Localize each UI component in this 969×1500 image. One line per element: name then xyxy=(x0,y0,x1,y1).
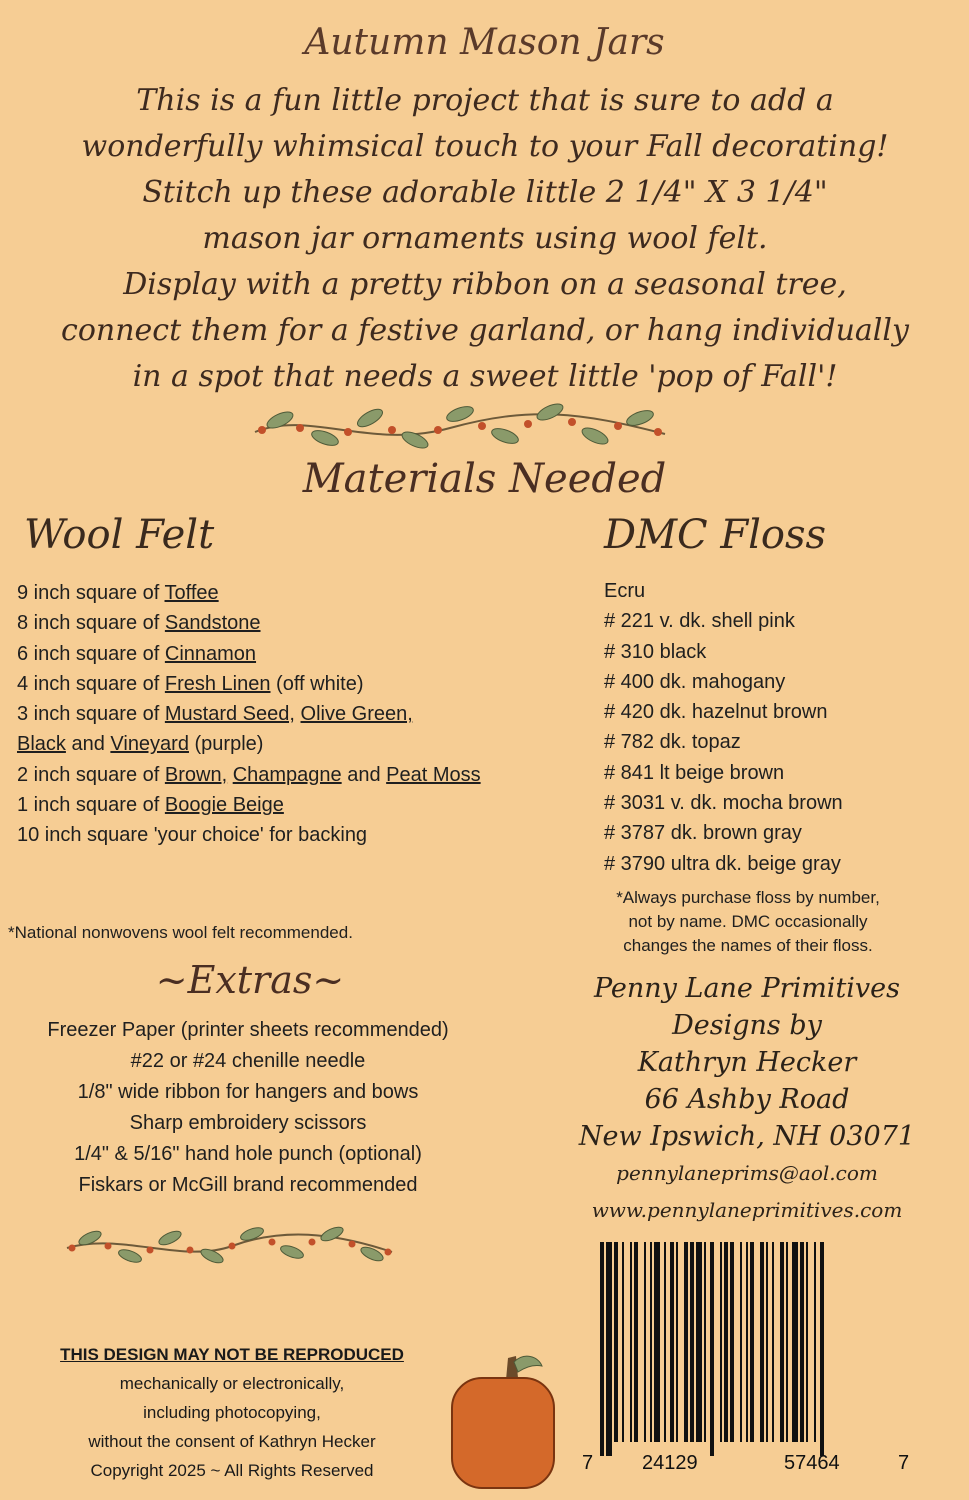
dmc-floss-heading: DMC Floss xyxy=(604,512,827,558)
list-item: 1/4" & 5/16" hand hole punch (optional) xyxy=(74,1143,422,1165)
designer-name: Kathryn Hecker xyxy=(637,1047,857,1078)
intro-line: This is a fun little project that is sure to add a xyxy=(136,83,834,118)
barcode-bar xyxy=(806,1242,808,1442)
list-item: 8 inch square of Sandstone xyxy=(17,612,261,635)
barcode-bar xyxy=(650,1242,652,1442)
floss-note-line: changes the names of their floss. xyxy=(623,936,873,955)
barcode-bar xyxy=(614,1242,618,1442)
barcode-bar xyxy=(600,1242,604,1456)
barcode-bar xyxy=(690,1242,694,1442)
list-item: # 310 black xyxy=(604,640,707,663)
barcode-bar xyxy=(644,1242,646,1442)
pumpkin-illustration xyxy=(448,1352,558,1492)
list-item: # 3790 ultra dk. beige gray xyxy=(604,852,841,875)
list-item: # 420 dk. hazelnut brown xyxy=(604,701,828,724)
page-title: Autumn Mason Jars xyxy=(304,22,665,63)
dmc-floss-list xyxy=(604,576,964,879)
berry-vine-decoration xyxy=(62,1222,397,1270)
barcode-bar xyxy=(792,1242,798,1442)
barcode-group1: 24129 xyxy=(642,1452,698,1474)
list-item: 9 inch square of Toffee xyxy=(17,582,219,604)
intro-line: Display with a pretty ribbon on a seasonal tree, xyxy=(123,267,847,302)
intro-line: in a spot that needs a sweet little 'pop of Fall'! xyxy=(132,359,838,394)
list-item: 1/8" wide ribbon for hangers and bows xyxy=(77,1081,419,1103)
barcode-bar xyxy=(606,1242,612,1456)
barcode xyxy=(582,1240,914,1482)
list-item: # 3031 v. dk. mocha brown xyxy=(604,792,843,815)
barcode-bar xyxy=(814,1242,816,1442)
designer-email: pennylaneprims@aol.com xyxy=(616,1161,878,1185)
barcode-bar xyxy=(696,1242,702,1442)
list-item: Fiskars or McGill brand recommended xyxy=(78,1174,418,1196)
list-item: Black and Vineyard (purple) xyxy=(17,733,264,756)
floss-note xyxy=(588,886,908,958)
wool-felt-heading: Wool Felt xyxy=(24,512,215,558)
list-item: 2 inch square of Brown, Champagne and Peat Moss xyxy=(17,763,481,786)
barcode-bar xyxy=(670,1242,674,1442)
barcode-bar xyxy=(622,1242,624,1442)
designer-line: Designs by xyxy=(672,1010,822,1041)
designer-street: 66 Ashby Road xyxy=(644,1084,850,1115)
legal-line: without the consent of Kathryn Hecker xyxy=(88,1432,376,1451)
legal-line: including photocopying, xyxy=(143,1403,321,1422)
wool-felt-note: *National nonwovens wool felt recommended. xyxy=(8,923,353,942)
intro-line: wonderfully whimsical touch to your Fall decorating! xyxy=(81,129,889,164)
list-item: # 841 lt beige brown xyxy=(604,761,785,784)
designer-company: Penny Lane Primitives xyxy=(593,973,901,1004)
list-item: Freezer Paper (printer sheets recommended) xyxy=(47,1019,449,1041)
barcode-bar xyxy=(730,1242,734,1442)
barcode-left-digit: 7 xyxy=(582,1452,594,1474)
barcode-bar xyxy=(630,1242,632,1442)
list-item: # 3787 dk. brown gray xyxy=(604,822,802,845)
designer-info xyxy=(572,970,922,1229)
barcode-bar xyxy=(740,1242,742,1442)
barcode-bar xyxy=(634,1242,638,1442)
barcode-bar xyxy=(820,1242,824,1456)
intro-line: Stitch up these adorable little 2 1/4" X 3 1/4" xyxy=(142,175,828,210)
barcode-bar xyxy=(766,1242,768,1442)
barcode-bar xyxy=(654,1242,660,1442)
designer-website: www.pennylaneprimitives.com xyxy=(591,1198,903,1222)
barcode-bar xyxy=(676,1242,678,1442)
legal-line: mechanically or electronically, xyxy=(119,1374,345,1393)
list-item: #22 or #24 chenille needle xyxy=(130,1050,366,1072)
barcode-bar xyxy=(724,1242,728,1442)
barcode-bar xyxy=(746,1242,748,1442)
barcode-bar xyxy=(750,1242,754,1442)
barcode-bar xyxy=(772,1242,774,1442)
list-item: 1 inch square of Boogie Beige xyxy=(17,794,284,817)
barcode-right-digit: 7 xyxy=(898,1452,910,1474)
barcode-bar xyxy=(780,1242,784,1442)
legal-notice xyxy=(16,1340,448,1485)
barcode-bar xyxy=(664,1242,666,1442)
list-item: 6 inch square of Cinnamon xyxy=(17,642,257,665)
list-item: Ecru xyxy=(604,580,646,602)
legal-line: Copyright 2025 ~ All Rights Reserved xyxy=(90,1461,374,1480)
legal-heading: THIS DESIGN MAY NOT BE REPRODUCED xyxy=(60,1345,404,1364)
intro-line: mason jar ornaments using wool felt. xyxy=(202,221,768,256)
extras-heading: ~Extras~ xyxy=(155,958,345,1002)
extras-list xyxy=(0,1015,496,1201)
list-item: 10 inch square 'your choice' for backing xyxy=(17,824,368,847)
floss-note-line: *Always purchase floss by number, xyxy=(616,888,880,907)
floss-note-line: not by name. DMC occasionally xyxy=(628,912,868,931)
barcode-bar xyxy=(710,1242,714,1456)
list-item: # 221 v. dk. shell pink xyxy=(604,610,795,633)
berry-vine-decoration xyxy=(250,400,670,452)
intro-line: connect them for a festive garland, or hang individually xyxy=(61,313,909,348)
wool-felt-list xyxy=(17,578,577,851)
barcode-bar xyxy=(704,1242,706,1442)
list-item: 3 inch square of Mustard Seed, Olive Green, xyxy=(17,703,413,726)
barcode-bar xyxy=(800,1242,804,1442)
designer-city: New Ipswich, NH 03071 xyxy=(578,1121,916,1152)
barcode-bars xyxy=(582,1240,914,1458)
list-item: # 400 dk. mahogany xyxy=(604,670,786,693)
barcode-group2: 57464 xyxy=(784,1452,840,1474)
barcode-bar xyxy=(760,1242,764,1442)
list-item: # 782 dk. topaz xyxy=(604,731,741,754)
list-item: Sharp embroidery scissors xyxy=(129,1112,367,1134)
materials-heading: Materials Needed xyxy=(302,456,667,502)
intro-paragraph xyxy=(30,78,940,400)
barcode-bar xyxy=(720,1242,722,1442)
barcode-bar xyxy=(786,1242,788,1442)
barcode-bar xyxy=(684,1242,688,1442)
list-item: 4 inch square of Fresh Linen (off white) xyxy=(17,672,364,695)
